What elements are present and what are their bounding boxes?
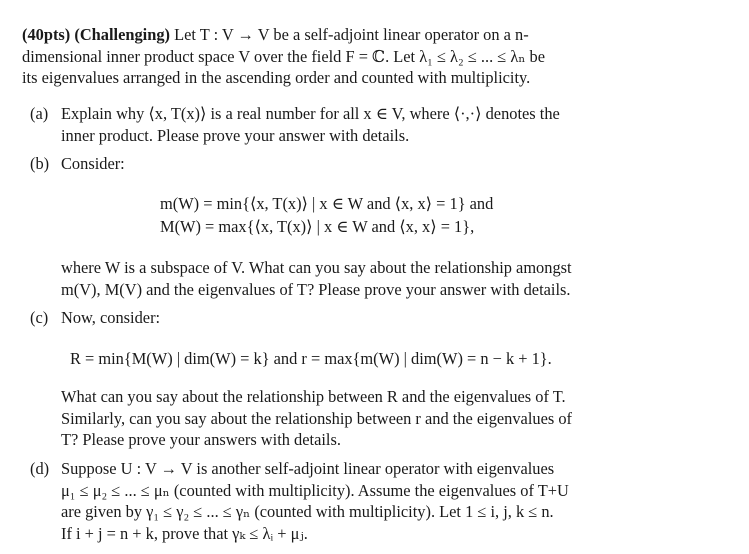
part-a-label: (a) bbox=[30, 104, 49, 123]
part-b-continued bbox=[30, 257, 670, 300]
part-b-line-2: where W is a subspace of V. What can you say about the relationship amongst bbox=[61, 258, 572, 277]
part-c-label: (c) bbox=[30, 308, 49, 327]
problem-intro bbox=[22, 24, 672, 89]
intro-line-3: its eigenvalues arranged in the ascending order and counted with multiplicity. bbox=[22, 68, 531, 87]
part-a-line-2: inner product. Please prove your answer with details. bbox=[61, 125, 410, 145]
part-d bbox=[30, 458, 670, 544]
part-c-equation: R = min{M(W) | dim(W) = k} and r = max{m(W) | dim(W) = n − k + 1}. bbox=[70, 349, 552, 368]
difficulty-label: (Challenging) bbox=[74, 25, 170, 44]
part-b-equation-1: m(W) = min{⟨x, T(x)⟩ | x ∈ W and ⟨x, x⟩ = 1} and bbox=[160, 194, 494, 213]
part-d-line-4: If i + j = n + k, prove that γₖ ≤ λᵢ + μⱼ. bbox=[61, 523, 308, 543]
part-b-line-3: m(V), M(V) and the eigenvalues of T? Please prove your answer with details. bbox=[61, 279, 571, 299]
part-d-label: (d) bbox=[30, 459, 50, 478]
part-c-line-2: What can you say about the relationship between R and the eigenvalues of T. bbox=[61, 387, 566, 406]
intro-line-1 bbox=[22, 24, 672, 46]
points-label: (40pts) bbox=[22, 25, 71, 44]
part-d-line-3: are given by γ₁ ≤ γ₂ ≤ ... ≤ γₙ (counted with multiplicity). Let 1 ≤ i, j, k ≤ n. bbox=[61, 502, 554, 521]
part-b bbox=[30, 153, 670, 175]
part-b-label: (b) bbox=[30, 154, 50, 173]
intro-text-1: Let T : V → V be a self-adjoint linear operator on a n- bbox=[174, 25, 529, 44]
part-d-line-2: μ₁ ≤ μ₂ ≤ ... ≤ μₙ (counted with multiplicity). Assume the eigenvalues of T+U bbox=[61, 480, 569, 500]
part-b-line-1: Consider: bbox=[61, 154, 125, 173]
part-c bbox=[30, 307, 670, 329]
part-c-continued bbox=[30, 386, 670, 451]
part-d-line-1: Suppose U : V → V is another self-adjoint linear operator with eigenvalues bbox=[61, 459, 555, 478]
part-c-line-3: Similarly, can you say about the relationship between r and the eigenvalues of bbox=[61, 408, 572, 428]
part-a-line-1: Explain why ⟨x, T(x)⟩ is a real number for all x ∈ V, where ⟨·,·⟩ denotes the bbox=[61, 104, 560, 123]
part-b-equation-2: M(W) = max{⟨x, T(x)⟩ | x ∈ W and ⟨x, x⟩ = 1}, bbox=[160, 217, 475, 236]
intro-line-2: dimensional inner product space V over the field F = ℂ. Let λ₁ ≤ λ₂ ≤ ... ≤ λₙ be bbox=[22, 46, 546, 66]
part-c-line-1: Now, consider: bbox=[61, 308, 161, 327]
part-c-line-4: T? Please prove your answers with details. bbox=[61, 430, 341, 449]
part-a bbox=[30, 103, 670, 146]
